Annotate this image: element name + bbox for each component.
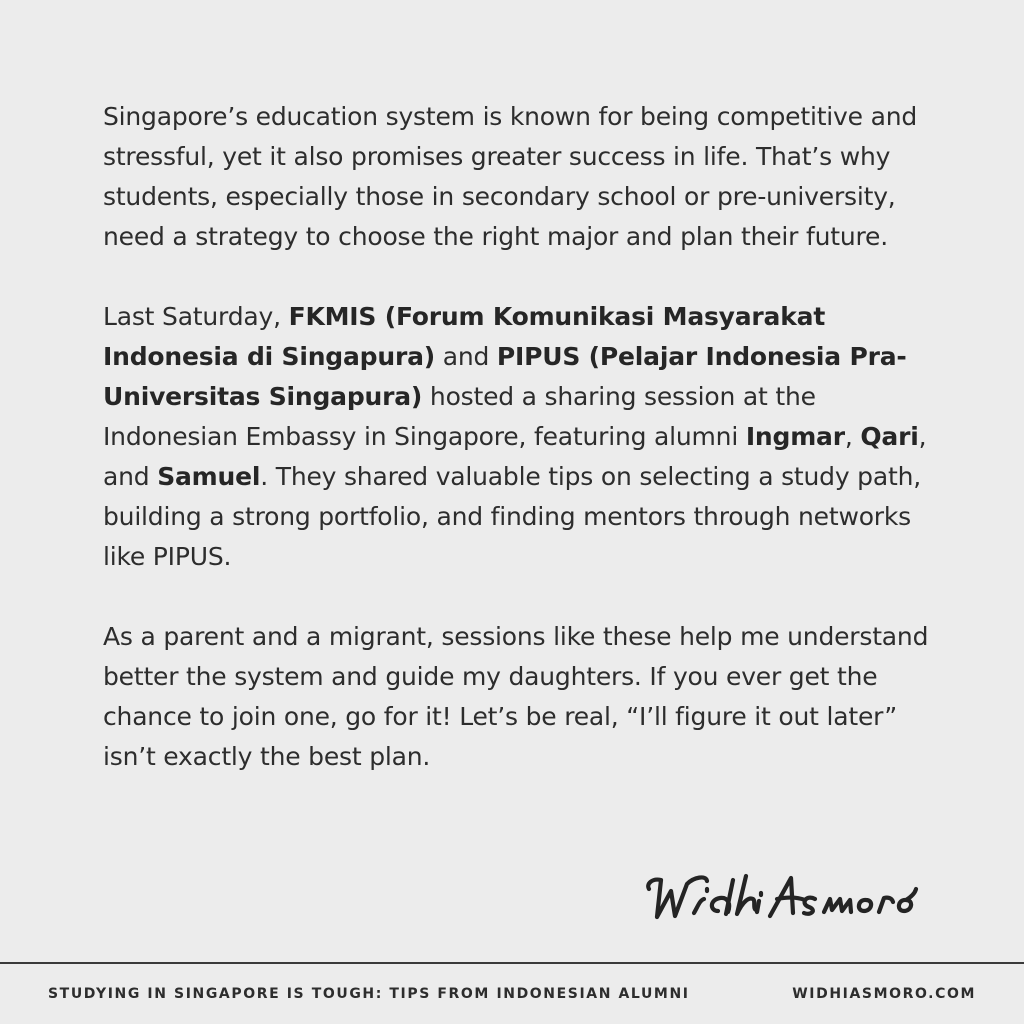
handwritten-signature: [640, 862, 920, 924]
event-tips-text: . They shared valuable tips on selecting a study path, building a strong portfolio, and finding mentors through networks like PIPUS.: [103, 462, 921, 571]
name-separator-final: , and: [103, 422, 927, 491]
event-intro-text: Last Saturday,: [103, 302, 289, 331]
organization-pipus: PIPUS (Pelajar Indonesia Pra-Universitas Singapura): [103, 342, 907, 411]
footer-title: STUDYING IN SINGAPORE IS TOUGH: TIPS FROM INDONESIAN ALUMNI: [48, 986, 690, 1002]
paragraph-reflection: As a parent and a migrant, sessions like these help me understand better the system and guide my daughters. If you ever get the chance to join one, go for it! Let’s be real, “I’ll figure it out later” isn’t exactly the best plan.: [103, 622, 929, 771]
article-body: [103, 97, 933, 817]
organization-fkmis: FKMIS (Forum Komunikasi Masyarakat Indonesia di Singapura): [103, 302, 826, 371]
paragraph-intro: Singapore’s education system is known for being competitive and stressful, yet it also promises greater success in life. That’s why students, especially those in secondary school or pre-university, need a strategy to choose the right major and plan their future.: [103, 102, 918, 251]
footer-website-link[interactable]: WIDHIASMORO.COM: [792, 986, 976, 1002]
paragraph-event: [103, 297, 933, 577]
footer-divider: [0, 962, 1024, 964]
alumni-name-qari: Qari: [860, 422, 919, 451]
name-separator: ,: [844, 422, 861, 451]
alumni-name-ingmar: Ingmar: [745, 422, 845, 451]
alumni-name-samuel: Samuel: [157, 462, 261, 491]
connector-text: and: [434, 342, 497, 371]
event-description-text: hosted a sharing session at the Indonesian Embassy in Singapore, featuring alumni: [103, 382, 816, 451]
